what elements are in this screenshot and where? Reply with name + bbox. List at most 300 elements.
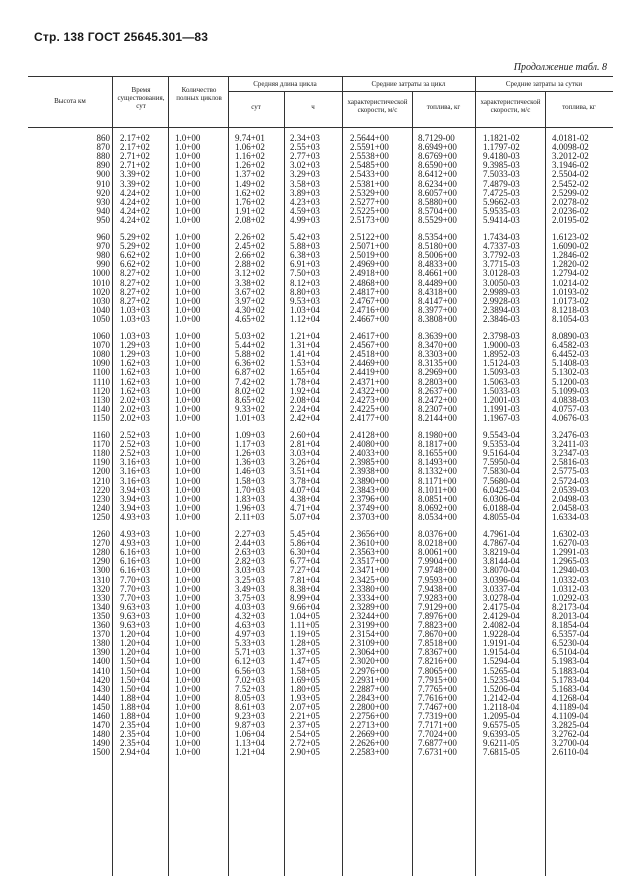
cell-cycles: 1.0+00: [175, 250, 201, 261]
cell-lifetime: 8.27+02: [120, 295, 150, 306]
cell-daily-fuel: 3.2347-03: [552, 448, 589, 459]
cell-cycle-hours: 2.21+05: [290, 711, 320, 721]
col-header-daily-costs: Средние затраты за сутки: [505, 80, 583, 88]
cell-cycle-velocity: 2.2713+00: [350, 720, 389, 731]
cell-cycles: 1.0+00: [175, 295, 201, 306]
cell-height: 880: [96, 151, 110, 162]
cell-cycle-fuel: 8.5529+00: [418, 214, 457, 225]
col-header-cycle-length: Средняя длина цикла: [253, 80, 317, 88]
page-title: Стр. 138 ГОСТ 25645.301—83: [34, 30, 209, 44]
cell-cycle-days: 2.27+03: [235, 529, 265, 539]
cell-cycles: 1.0+00: [175, 547, 201, 558]
cell-daily-velocity: 3.0396-04: [483, 574, 520, 585]
cell-lifetime: 6.62+02: [120, 259, 150, 270]
cell-height: 1420: [92, 674, 110, 685]
cell-daily-velocity: 9.5164-04: [483, 448, 520, 459]
cell-height: 1100: [92, 367, 110, 378]
cell-cycle-velocity: 2.4128+00: [350, 430, 389, 440]
cell-lifetime: 1.62+03: [120, 358, 150, 369]
cell-height: 1120: [92, 385, 110, 396]
cell-daily-fuel: 2.5299-02: [552, 187, 589, 198]
cell-cycle-days: 1.13+04: [235, 738, 265, 749]
cell-cycle-days: 2.45+02: [235, 241, 265, 252]
cell-cycle-days: 2.44+03: [235, 538, 265, 549]
cell-cycle-hours: 1.11+05: [290, 620, 320, 630]
cell-daily-velocity: 1.5235-04: [483, 674, 520, 685]
cell-cycle-fuel: 8.2144+00: [418, 412, 457, 423]
cell-daily-fuel: 1.6334-03: [552, 511, 589, 522]
cell-lifetime: 2.02+03: [120, 412, 150, 423]
cell-height: 1220: [92, 484, 110, 495]
cell-cycle-velocity: 2.3244+00: [350, 610, 389, 621]
cell-cycle-velocity: 2.3109+00: [350, 638, 389, 649]
cell-cycle-velocity: 2.4868+00: [350, 277, 389, 288]
cell-cycle-days: 9.87+03: [235, 720, 265, 731]
cell-cycles: 1.0+00: [175, 313, 201, 324]
cell-cycle-hours: 2.55+03: [290, 142, 320, 153]
cell-cycle-days: 3.49+03: [235, 583, 265, 594]
cell-cycle-fuel: 7.7915+00: [418, 674, 457, 685]
cell-cycle-hours: 1.78+04: [290, 376, 320, 387]
cell-cycle-velocity: 2.4767+00: [350, 295, 389, 306]
cell-cycle-hours: 2.34+03: [290, 133, 320, 143]
cell-cycle-fuel: 7.9438+00: [418, 583, 457, 594]
cell-daily-fuel: 4.0181-02: [552, 133, 589, 143]
cell-cycle-days: 3.38+02: [235, 277, 265, 288]
cell-daily-velocity: 1.5063-03: [483, 376, 520, 387]
cell-cycle-days: 2.66+02: [235, 250, 265, 261]
cell-cycle-fuel: 8.5006+00: [418, 250, 457, 261]
cell-cycle-days: 8.65+02: [235, 394, 265, 405]
cell-cycle-velocity: 2.3020+00: [350, 656, 389, 667]
cell-cycles: 1.0+00: [175, 511, 201, 522]
cell-height: 970: [96, 241, 110, 252]
cell-cycles: 1.0+00: [175, 574, 201, 585]
cell-daily-fuel: 8.1854-04: [552, 620, 589, 630]
cell-lifetime: 9.63+03: [120, 620, 150, 630]
col-header-daily-fuel: топлива, кг: [562, 103, 596, 111]
cell-cycles: 1.0+00: [175, 196, 201, 207]
cell-cycle-days: 1.83+03: [235, 493, 265, 504]
cell-daily-fuel: 3.2825-04: [552, 720, 589, 731]
cell-cycle-fuel: 8.5880+00: [418, 196, 457, 207]
cell-height: 1240: [92, 502, 110, 513]
cell-cycle-fuel: 8.0061+00: [418, 547, 457, 558]
cell-cycle-hours: 8.38+04: [290, 583, 320, 594]
cell-cycles: 1.0+00: [175, 187, 201, 198]
col-rule-5: [342, 76, 343, 876]
cell-lifetime: 2.35+04: [120, 738, 150, 749]
cell-cycles: 1.0+00: [175, 711, 201, 721]
cell-cycle-velocity: 2.4667+00: [350, 313, 389, 324]
cell-cycle-fuel: 8.1817+00: [418, 439, 457, 450]
cell-cycle-fuel: 7.8823+00: [418, 620, 457, 630]
cell-cycle-days: 2.26+02: [235, 232, 265, 242]
cell-cycle-fuel: 7.7319+00: [418, 711, 457, 721]
cell-daily-fuel: 1.2820-02: [552, 259, 589, 270]
cell-cycle-velocity: 2.4716+00: [350, 304, 389, 315]
cell-daily-velocity: 7.5950-04: [483, 457, 520, 468]
cell-daily-fuel: 3.2012-02: [552, 151, 589, 162]
cell-height: 990: [96, 259, 110, 270]
cell-cycle-hours: 5.42+03: [290, 232, 320, 242]
cell-cycle-hours: 4.07+04: [290, 484, 320, 495]
cell-cycle-days: 2.08+02: [235, 214, 265, 225]
cell-cycle-hours: 2.42+04: [290, 412, 320, 423]
cell-cycle-days: 5.03+02: [235, 331, 265, 341]
cell-cycle-days: 1.96+03: [235, 502, 265, 513]
cell-daily-velocity: 1.2001-03: [483, 394, 520, 405]
cell-cycle-hours: 2.07+05: [290, 701, 320, 712]
cell-cycle-velocity: 2.2669+00: [350, 729, 389, 740]
cell-daily-velocity: 1.9154-04: [483, 647, 520, 658]
cell-lifetime: 4.93+03: [120, 529, 150, 539]
cell-lifetime: 6.16+03: [120, 565, 150, 576]
cell-cycle-hours: 1.19+05: [290, 629, 320, 640]
cell-cycle-days: 5.88+02: [235, 349, 265, 360]
cell-lifetime: 2.71+02: [120, 160, 150, 171]
cell-cycles: 1.0+00: [175, 367, 201, 378]
cell-daily-velocity: 9.6393-05: [483, 729, 520, 740]
cell-cycles: 1.0+00: [175, 259, 201, 270]
cell-daily-velocity: 2.3798-03: [483, 331, 520, 341]
cell-cycle-hours: 6.77+04: [290, 556, 320, 567]
cell-cycle-days: 6.56+03: [235, 665, 265, 676]
cell-cycle-velocity: 2.5591+00: [350, 142, 389, 153]
cell-daily-velocity: 6.0306-04: [483, 493, 520, 504]
cell-daily-velocity: 9.6211-05: [483, 738, 520, 749]
cell-daily-fuel: 1.6302-03: [552, 529, 589, 539]
cell-cycle-fuel: 8.1171+00: [418, 475, 457, 486]
cell-daily-velocity: 2.3894-03: [483, 304, 520, 315]
cell-cycle-days: 1.58+03: [235, 475, 265, 486]
cell-daily-fuel: 4.1109-04: [552, 711, 589, 721]
cell-cycle-velocity: 2.4322+00: [350, 385, 389, 396]
col-header-height: Высота км: [54, 97, 86, 105]
cell-cycle-velocity: 2.3656+00: [350, 529, 389, 539]
cell-cycle-days: 1.46+03: [235, 466, 265, 477]
col-rule-4: [284, 91, 285, 876]
cell-cycle-fuel: 8.2803+00: [418, 376, 457, 387]
cell-cycle-days: 7.02+03: [235, 674, 265, 685]
cell-cycle-hours: 1.28+05: [290, 638, 320, 649]
cell-cycle-days: 2.88+02: [235, 259, 265, 270]
cell-daily-velocity: 5.9662-03: [483, 196, 520, 207]
col-header-cycle-costs: Средние затраты за цикл: [371, 80, 446, 88]
cell-cycle-hours: 4.23+03: [290, 196, 320, 207]
cell-cycle-fuel: 8.2307+00: [418, 403, 457, 414]
cell-cycle-velocity: 2.5071+00: [350, 241, 389, 252]
cell-height: 1390: [92, 647, 110, 658]
cell-cycle-hours: 2.54+05: [290, 729, 320, 740]
cell-cycles: 1.0+00: [175, 656, 201, 667]
cell-cycle-days: 1.26+02: [235, 160, 265, 171]
cell-daily-velocity: 6.0425-04: [483, 484, 520, 495]
cell-cycles: 1.0+00: [175, 665, 201, 676]
cell-cycle-velocity: 2.5433+00: [350, 169, 389, 180]
col-header-days: сут: [251, 103, 261, 111]
cell-cycle-days: 2.11+03: [235, 511, 265, 522]
cell-height: 1360: [92, 620, 110, 630]
cell-daily-fuel: 6.5230-04: [552, 638, 589, 649]
cell-daily-velocity: 7.5033-03: [483, 169, 520, 180]
col-rule-1: [112, 76, 113, 876]
cell-lifetime: 2.94+04: [120, 747, 150, 758]
cell-daily-fuel: 8.1218-03: [552, 304, 589, 315]
cell-cycle-velocity: 2.5019+00: [350, 250, 389, 261]
cell-height: 980: [96, 250, 110, 261]
cell-cycles: 1.0+00: [175, 241, 201, 252]
cell-height: 1500: [92, 747, 110, 758]
table-top-rule: [28, 76, 613, 77]
cell-cycle-fuel: 8.1332+00: [418, 466, 457, 477]
cell-cycle-fuel: 8.0851+00: [418, 493, 457, 504]
cell-cycles: 1.0+00: [175, 394, 201, 405]
cell-cycles: 1.0+00: [175, 205, 201, 216]
cell-cycle-velocity: 2.4177+00: [350, 412, 389, 423]
cell-daily-velocity: 1.5265-04: [483, 665, 520, 676]
cell-height: 1330: [92, 592, 110, 603]
cell-lifetime: 4.24+02: [120, 205, 150, 216]
cell-cycle-days: 1.01+03: [235, 412, 265, 423]
cell-daily-fuel: 8.2173-04: [552, 601, 589, 612]
cell-cycle-fuel: 8.3977+00: [418, 304, 457, 315]
cell-lifetime: 1.20+04: [120, 647, 150, 658]
cell-lifetime: 3.39+02: [120, 178, 150, 189]
cell-daily-fuel: 4.0676-03: [552, 412, 589, 423]
cell-daily-velocity: 1.5124-03: [483, 358, 520, 369]
cell-daily-fuel: 1.0312-03: [552, 583, 589, 594]
cell-daily-fuel: 4.1189-04: [552, 701, 589, 712]
cell-cycle-hours: 9.66+04: [290, 601, 320, 612]
cell-cycle-days: 1.06+04: [235, 729, 265, 740]
cell-height: 1400: [92, 656, 110, 667]
cell-cycle-velocity: 2.4419+00: [350, 367, 389, 378]
cell-cycle-fuel: 8.5354+00: [418, 232, 457, 242]
cell-cycles: 1.0+00: [175, 178, 201, 189]
cell-cycles: 1.0+00: [175, 610, 201, 621]
cell-daily-velocity: 3.0337-04: [483, 583, 520, 594]
col-header-lifetime: Время существования, сут: [117, 86, 165, 110]
cell-daily-velocity: 7.4879-03: [483, 178, 520, 189]
cell-lifetime: 8.27+02: [120, 277, 150, 288]
cell-cycle-hours: 1.12+04: [290, 313, 320, 324]
cell-cycle-velocity: 2.3064+00: [350, 647, 389, 658]
cell-cycle-fuel: 8.7129-00: [418, 133, 455, 143]
cell-cycle-velocity: 2.4817+00: [350, 286, 389, 297]
cell-cycles: 1.0+00: [175, 376, 201, 387]
cell-cycle-hours: 2.08+04: [290, 394, 320, 405]
cell-daily-velocity: 3.8219-04: [483, 547, 520, 558]
cell-cycle-days: 1.37+02: [235, 169, 265, 180]
cell-lifetime: 7.70+03: [120, 592, 150, 603]
cell-lifetime: 2.17+02: [120, 133, 150, 143]
cell-cycle-fuel: 8.2637+00: [418, 385, 457, 396]
cell-lifetime: 1.88+04: [120, 701, 150, 712]
cell-cycles: 1.0+00: [175, 142, 201, 153]
cell-cycle-hours: 1.69+05: [290, 674, 320, 685]
cell-cycle-velocity: 2.3985+00: [350, 457, 389, 468]
cell-cycle-velocity: 2.3199+00: [350, 620, 389, 630]
cell-height: 1110: [92, 376, 110, 387]
cell-height: 1450: [92, 701, 110, 712]
cell-height: 1060: [92, 331, 110, 341]
cell-daily-fuel: 3.2476-03: [552, 430, 589, 440]
cell-cycle-days: 3.75+03: [235, 592, 265, 603]
cell-lifetime: 7.70+03: [120, 583, 150, 594]
cell-lifetime: 3.94+03: [120, 493, 150, 504]
cell-height: 1430: [92, 683, 110, 694]
cell-daily-fuel: 1.6270-03: [552, 538, 589, 549]
cell-lifetime: 1.88+04: [120, 692, 150, 703]
cell-cycle-hours: 3.78+04: [290, 475, 320, 486]
cell-cycle-fuel: 8.3135+00: [418, 358, 457, 369]
cell-lifetime: 4.93+03: [120, 511, 150, 522]
cell-lifetime: 1.50+04: [120, 656, 150, 667]
cell-daily-velocity: 1.2095-04: [483, 711, 520, 721]
cell-cycles: 1.0+00: [175, 475, 201, 486]
cell-daily-velocity: 5.9414-03: [483, 214, 520, 225]
cell-cycles: 1.0+00: [175, 286, 201, 297]
cell-cycle-days: 7.52+03: [235, 683, 265, 694]
cell-cycle-velocity: 2.5173+00: [350, 214, 389, 225]
cell-daily-velocity: 2.4129-04: [483, 610, 520, 621]
cell-height: 1230: [92, 493, 110, 504]
cell-cycle-velocity: 2.4469+00: [350, 358, 389, 369]
cell-cycle-fuel: 8.6590+00: [418, 160, 457, 171]
cell-height: 930: [96, 196, 110, 207]
cell-cycles: 1.0+00: [175, 268, 201, 279]
cell-height: 1050: [92, 313, 110, 324]
cell-cycles: 1.0+00: [175, 629, 201, 640]
cell-cycle-hours: 3.51+04: [290, 466, 320, 477]
cell-cycle-fuel: 7.9904+00: [418, 556, 457, 567]
cell-daily-velocity: 2.9928-03: [483, 295, 520, 306]
cell-cycle-days: 3.97+02: [235, 295, 265, 306]
cell-cycle-hours: 3.58+03: [290, 178, 320, 189]
cell-cycle-hours: 5.86+04: [290, 538, 320, 549]
cell-daily-velocity: 1.5093-03: [483, 367, 520, 378]
cell-cycle-days: 5.44+02: [235, 340, 265, 351]
cell-daily-fuel: 6.4452-03: [552, 349, 589, 360]
cell-lifetime: 4.24+02: [120, 196, 150, 207]
cell-lifetime: 5.29+02: [120, 241, 150, 252]
cell-lifetime: 2.52+03: [120, 448, 150, 459]
cell-cycle-fuel: 8.0692+00: [418, 502, 457, 513]
cell-lifetime: 1.03+03: [120, 313, 150, 324]
cell-cycle-hours: 8.80+03: [290, 286, 320, 297]
cell-daily-fuel: 2.0195-02: [552, 214, 589, 225]
cell-cycle-days: 8.02+02: [235, 385, 265, 396]
cell-cycle-hours: 9.53+03: [290, 295, 320, 306]
cell-daily-velocity: 2.4082-04: [483, 620, 520, 630]
cell-cycle-days: 4.03+03: [235, 601, 265, 612]
cell-height: 1030: [92, 295, 110, 306]
cell-cycles: 1.0+00: [175, 358, 201, 369]
cell-cycle-velocity: 2.5644+00: [350, 133, 389, 143]
cell-lifetime: 1.62+03: [120, 376, 150, 387]
cell-cycle-fuel: 7.8518+00: [418, 638, 457, 649]
cell-cycle-hours: 1.92+04: [290, 385, 320, 396]
col-header-cycle-fuel: топлива, кг: [426, 103, 461, 111]
cell-cycles: 1.0+00: [175, 277, 201, 288]
cell-daily-velocity: 2.4175-04: [483, 601, 520, 612]
cell-cycles: 1.0+00: [175, 160, 201, 171]
cell-daily-fuel: 5.1200-03: [552, 376, 589, 387]
cell-daily-velocity: 1.7434-03: [483, 232, 520, 242]
cell-cycle-fuel: 8.3808+00: [418, 313, 457, 324]
cell-cycle-hours: 4.99+03: [290, 214, 320, 225]
cell-cycle-fuel: 7.8065+00: [418, 665, 457, 676]
cell-daily-fuel: 1.0292-03: [552, 592, 589, 603]
cell-daily-fuel: 5.1099-03: [552, 385, 589, 396]
cell-cycles: 1.0+00: [175, 674, 201, 685]
cell-cycle-fuel: 8.6769+00: [418, 151, 457, 162]
cell-daily-fuel: 2.5816-03: [552, 457, 589, 468]
cell-cycle-hours: 3.89+03: [290, 187, 320, 198]
col-rule-3: [228, 76, 229, 876]
cell-daily-velocity: 7.4725-03: [483, 187, 520, 198]
cell-height: 1170: [92, 439, 110, 450]
cell-cycle-velocity: 2.3471+00: [350, 565, 389, 576]
cell-cycle-fuel: 8.0534+00: [418, 511, 457, 522]
cell-cycle-velocity: 2.5329+00: [350, 187, 389, 198]
cell-cycle-days: 6.36+02: [235, 358, 265, 369]
cell-cycle-velocity: 2.3154+00: [350, 629, 389, 640]
cell-cycle-fuel: 7.8670+00: [418, 629, 457, 640]
cell-cycle-hours: 3.26+04: [290, 457, 320, 468]
cell-cycle-velocity: 2.2583+00: [350, 747, 389, 758]
cell-cycle-fuel: 8.6057+00: [418, 187, 457, 198]
cell-cycle-days: 3.03+03: [235, 565, 265, 576]
cell-cycle-hours: 1.31+04: [290, 340, 320, 351]
cell-cycle-fuel: 8.0218+00: [418, 538, 457, 549]
cell-lifetime: 7.70+03: [120, 574, 150, 585]
cell-daily-velocity: 3.0278-04: [483, 592, 520, 603]
cell-daily-velocity: 6.0188-04: [483, 502, 520, 513]
cell-cycle-velocity: 2.4033+00: [350, 448, 389, 459]
cell-cycle-fuel: 8.2969+00: [418, 367, 457, 378]
cell-cycle-fuel: 8.1011+00: [418, 484, 457, 495]
cell-height: 1340: [92, 601, 110, 612]
cell-cycles: 1.0+00: [175, 601, 201, 612]
cell-cycle-days: 2.82+03: [235, 556, 265, 567]
cell-cycle-fuel: 8.1655+00: [418, 448, 457, 459]
continuation-label: Продолжение табл. 8: [513, 62, 607, 73]
cell-cycle-days: 1.16+02: [235, 151, 265, 162]
cell-height: 900: [96, 169, 110, 180]
cell-cycle-hours: 2.60+04: [290, 430, 320, 440]
cell-daily-velocity: 1.2118-04: [483, 701, 520, 712]
cell-cycle-days: 3.67+02: [235, 286, 265, 297]
cell-daily-fuel: 1.6090-02: [552, 241, 589, 252]
cell-height: 1000: [92, 268, 110, 279]
cell-cycle-days: 4.30+02: [235, 304, 265, 315]
header-bottom-rule: [28, 127, 613, 128]
cell-lifetime: 2.02+03: [120, 403, 150, 414]
cell-daily-fuel: 1.2846-02: [552, 250, 589, 261]
cell-daily-fuel: 3.2411-03: [552, 439, 589, 450]
cell-cycle-days: 1.70+03: [235, 484, 265, 495]
cell-daily-fuel: 5.1783-04: [552, 674, 589, 685]
cell-cycle-velocity: 2.4518+00: [350, 349, 389, 360]
cell-height: 1080: [92, 349, 110, 360]
cell-cycles: 1.0+00: [175, 151, 201, 162]
cell-daily-velocity: 1.9000-03: [483, 340, 520, 351]
cell-daily-velocity: 1.9191-04: [483, 638, 520, 649]
cell-cycle-days: 4.65+02: [235, 313, 265, 324]
cell-cycle-hours: 3.02+03: [290, 160, 320, 171]
